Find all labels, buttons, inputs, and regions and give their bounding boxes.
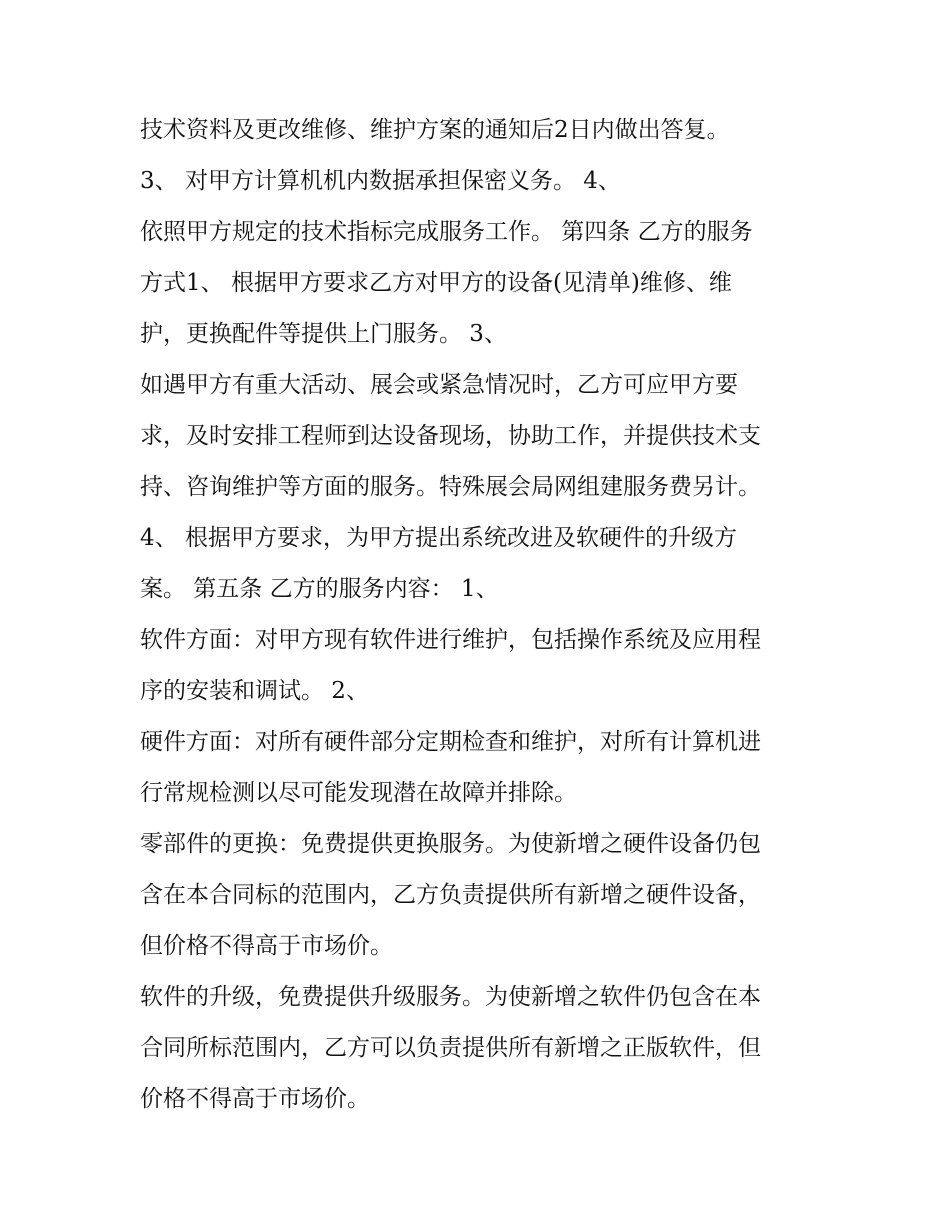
text-line: 3、 对甲方计算机机内数据承担保密义务。 4、 (140, 168, 621, 194)
text-line: 持、咨询维护等方面的服务。特殊展会局网组建服务费另计。 (140, 474, 761, 500)
text-line: 方式1、 根据甲方要求乙方对甲方的设备(见清单)维修、维 (140, 270, 732, 296)
text-line: 零部件的更换：免费提供更换服务。为使新增之硬件设备仍包 (140, 831, 761, 857)
text-line: 护，更换配件等提供上门服务。 3、 (140, 321, 507, 347)
text-line: 4、 根据甲方要求，为甲方提出系统改进及软硬件的升级方 (140, 525, 737, 551)
text-line: 行常规检测以尽可能发现潜在故障并排除。 (140, 780, 577, 806)
text-line: 如遇甲方有重大活动、展会或紧急情况时，乙方可应甲方要 (140, 372, 738, 398)
text-line: 含在本合同标的范围内，乙方负责提供所有新增之硬件设备， (140, 882, 761, 908)
text-line: 依照甲方规定的技术指标完成服务工作。 第四条 乙方的服务 (140, 219, 753, 245)
text-line: 软件方面：对甲方现有软件进行维护，包括操作系统及应用程 (140, 627, 761, 653)
text-line: 价格不得高于市场价。 (140, 1086, 370, 1112)
document-body (140, 105, 820, 1125)
text-line: 序的安装和调试。 2、 (140, 678, 369, 704)
text-line: 求，及时安排工程师到达设备现场，协助工作，并提供技术支 (140, 423, 761, 449)
text-line: 但价格不得高于市场价。 (140, 933, 393, 959)
text-line: 案。 第五条 乙方的服务内容： 1、 (140, 576, 499, 602)
text-line: 软件的升级，免费提供升级服务。为使新增之软件仍包含在本 (140, 984, 761, 1010)
text-line: 合同所标范围内，乙方可以负责提供所有新增之正版软件，但 (140, 1035, 761, 1061)
text-line: 技术资料及更改维修、维护方案的通知后2日内做出答复。 (140, 117, 730, 143)
text-line: 硬件方面：对所有硬件部分定期检查和维护，对所有计算机进 (140, 729, 761, 755)
